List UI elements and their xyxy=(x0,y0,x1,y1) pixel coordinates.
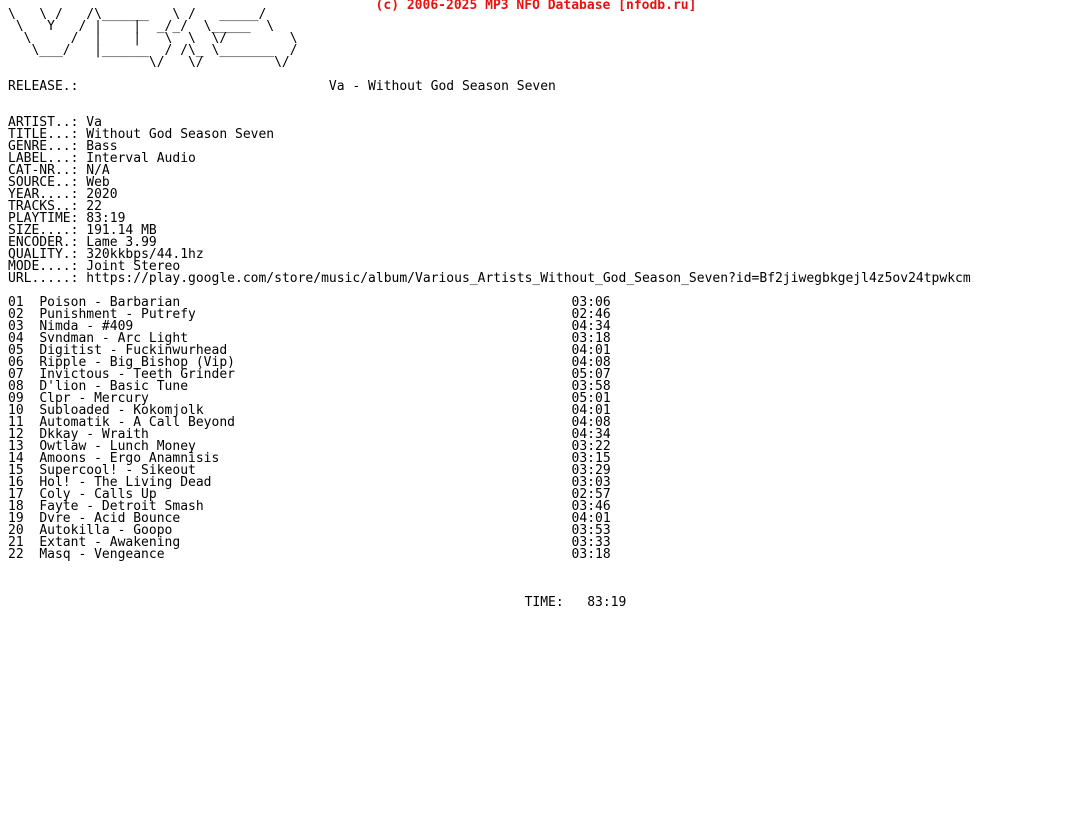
info-field xyxy=(8,201,971,213)
info-value: 83:19 xyxy=(86,211,126,226)
track-title: Nimda - #409 xyxy=(39,319,134,334)
track-duration: 03:06 xyxy=(571,295,611,310)
track-duration: 04:08 xyxy=(571,355,611,370)
track-title: Masq - Vengeance xyxy=(39,547,165,562)
track-title: Automatik - A Call Beyond xyxy=(39,415,235,430)
info-value: Without God Season Seven xyxy=(86,127,275,142)
track-duration: 03:03 xyxy=(571,475,611,490)
track-title: Poison - Barbarian xyxy=(39,295,181,310)
track-duration: 03:15 xyxy=(571,451,611,466)
info-label: URL.....: xyxy=(8,271,79,286)
track-title: Coly - Calls Up xyxy=(39,487,157,502)
track-title: Hol! - The Living Dead xyxy=(39,475,212,490)
info-label: TITLE...: xyxy=(8,127,79,142)
ascii-logo xyxy=(8,9,971,69)
track-number: 02 xyxy=(8,307,24,322)
total-time-line xyxy=(8,597,971,609)
info-label: CAT-NR..: xyxy=(8,163,79,178)
track-title: Svndman - Arc Light xyxy=(39,331,189,346)
track-number: 03 xyxy=(8,319,24,334)
info-value: Joint Stereo xyxy=(86,259,181,274)
info-label: MODE....: xyxy=(8,259,79,274)
track-duration: 03:29 xyxy=(571,463,611,478)
info-value: Lame 3.99 xyxy=(86,235,157,250)
info-label: GENRE...: xyxy=(8,139,79,154)
copyright-credit: (c) 2006-2025 MP3 NFO Database [nfodb.ru] xyxy=(375,0,697,13)
track-duration: 04:01 xyxy=(571,511,611,526)
track-title: Clpr - Mercury xyxy=(39,391,149,406)
info-value: N/A xyxy=(86,163,110,178)
track-number: 20 xyxy=(8,523,24,538)
track-number: 06 xyxy=(8,355,24,370)
nfo-document xyxy=(8,9,971,609)
track-duration: 02:46 xyxy=(571,307,611,322)
track-duration: 05:01 xyxy=(571,391,611,406)
track-row xyxy=(8,549,971,561)
info-label: LABEL...: xyxy=(8,151,79,166)
track-title: Owtlaw - Lunch Money xyxy=(39,439,196,454)
track-number: 13 xyxy=(8,439,24,454)
track-number: 15 xyxy=(8,463,24,478)
track-duration: 03:18 xyxy=(571,331,611,346)
track-title: Amoons - Ergo Anamnisis xyxy=(39,451,220,466)
info-label: SOURCE..: xyxy=(8,175,79,190)
track-duration: 05:07 xyxy=(571,367,611,382)
track-duration: 04:01 xyxy=(571,403,611,418)
track-title: Extant - Awakening xyxy=(39,535,181,550)
info-value: 191.14 MB xyxy=(86,223,157,238)
track-duration: 04:08 xyxy=(571,415,611,430)
info-value: 320kkbps/44.1hz xyxy=(86,247,204,262)
track-number: 21 xyxy=(8,535,24,550)
track-number: 05 xyxy=(8,343,24,358)
info-value: Va xyxy=(86,115,102,130)
track-number: 09 xyxy=(8,391,24,406)
info-label: QUALITY.: xyxy=(8,247,79,262)
release-info xyxy=(8,117,971,285)
track-number: 07 xyxy=(8,367,24,382)
logo-line: \___/ |______ / /\_ \_______ / xyxy=(8,43,298,58)
info-label: SIZE....: xyxy=(8,223,79,238)
track-number: 11 xyxy=(8,415,24,430)
logo-line: \ \ / /\______ \ / _____/ xyxy=(8,7,267,22)
info-field xyxy=(8,177,971,189)
info-value: 22 xyxy=(86,199,102,214)
info-field xyxy=(8,153,971,165)
track-number: 10 xyxy=(8,403,24,418)
release-label: RELEASE.: xyxy=(8,79,79,94)
tracklist xyxy=(8,297,971,561)
info-value: Interval Audio xyxy=(86,151,196,166)
track-number: 04 xyxy=(8,331,24,346)
track-title: D'lion - Basic Tune xyxy=(39,379,189,394)
info-field xyxy=(8,273,971,285)
track-number: 12 xyxy=(8,427,24,442)
track-duration: 03:22 xyxy=(571,439,611,454)
track-title: Dkkay - Wraith xyxy=(39,427,149,442)
track-duration: 03:18 xyxy=(571,547,611,562)
info-label: ENCODER.: xyxy=(8,235,79,250)
track-duration: 03:33 xyxy=(571,535,611,550)
track-title: Autokilla - Goopo xyxy=(39,523,173,538)
track-number: 08 xyxy=(8,379,24,394)
total-time-value: 83:19 xyxy=(587,595,627,610)
track-title: Invictous - Teeth Grinder xyxy=(39,367,235,382)
info-field xyxy=(8,189,971,201)
logo-line: \/ \/ \/ xyxy=(8,55,290,70)
track-number: 19 xyxy=(8,511,24,526)
track-title: Digitist - Fuckinwurhead xyxy=(39,343,228,358)
track-number: 01 xyxy=(8,295,24,310)
track-title: Dvre - Acid Bounce xyxy=(39,511,181,526)
info-label: ARTIST..: xyxy=(8,115,79,130)
info-value: 2020 xyxy=(86,187,118,202)
track-duration: 04:01 xyxy=(571,343,611,358)
info-field xyxy=(8,165,971,177)
track-title: Fayte - Detroit Smash xyxy=(39,499,204,514)
track-number: 17 xyxy=(8,487,24,502)
info-label: PLAYTIME: xyxy=(8,211,79,226)
logo-line: \ Y / | | _/_/ \_____ \ xyxy=(8,19,275,34)
track-title: Supercool! - Sikeout xyxy=(39,463,196,478)
release-value: Va - Without God Season Seven xyxy=(328,79,556,94)
logo-line: \ / | | \ \ \/ \ xyxy=(8,31,298,46)
info-value: https://play.google.com/store/music/album/Various_Artists_Without_God_Season_Seven?id=Bf2jiwegbkgejl4z5ov24tpwkcm xyxy=(86,271,971,286)
track-number: 16 xyxy=(8,475,24,490)
track-duration: 03:53 xyxy=(571,523,611,538)
info-value: Web xyxy=(86,175,110,190)
info-label: TRACKS..: xyxy=(8,199,79,214)
track-duration: 03:46 xyxy=(571,499,611,514)
track-number: 18 xyxy=(8,499,24,514)
track-duration: 03:58 xyxy=(571,379,611,394)
track-duration: 04:34 xyxy=(571,427,611,442)
track-duration: 02:57 xyxy=(571,487,611,502)
release-line xyxy=(8,81,971,93)
track-title: Punishment - Putrefy xyxy=(39,307,196,322)
info-field xyxy=(8,129,971,141)
total-time-label: TIME: xyxy=(524,595,564,610)
info-value: Bass xyxy=(86,139,118,154)
track-duration: 04:34 xyxy=(571,319,611,334)
track-title: Subloaded - Kokomjolk xyxy=(39,403,204,418)
track-number: 14 xyxy=(8,451,24,466)
info-label: YEAR....: xyxy=(8,187,79,202)
track-number: 22 xyxy=(8,547,24,562)
track-title: Ripple - Big Bishop (Vip) xyxy=(39,355,235,370)
